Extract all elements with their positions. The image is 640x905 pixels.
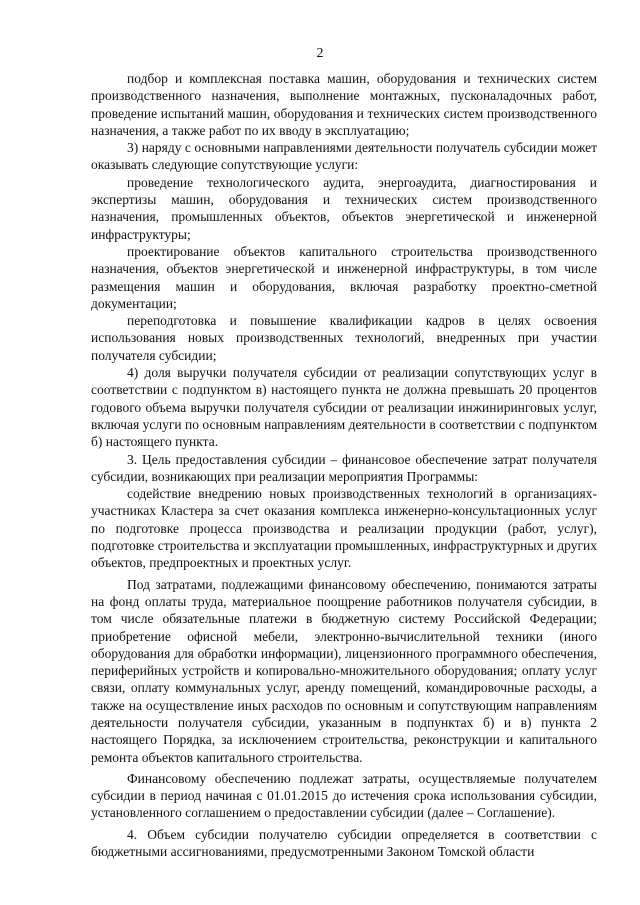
paragraph: переподготовка и повышение квалификации кадров в целях освоения использования новых производственных технологий, внедренных при участии получателя субсидии; — [91, 313, 597, 363]
page-number: 2 — [316, 46, 324, 61]
paragraph: 3. Цель предоставления субсидии – финансовое обеспечение затрат получателя субсидии, возникающих при реализации мероприятия Программы: — [91, 451, 597, 484]
paragraph: 4. Объем субсидии получателю субсидии определяется в соответствии с бюджетными ассигнованиями, предусмотренными Законом Томской области — [91, 826, 597, 860]
document-body — [91, 70, 597, 860]
paragraph: Под затратами, подлежащими финансовому обеспечению, понимаются затраты на фонд оплаты труда, материальное поощрение работников получателя субсидии, в том числе обязательные платежи в бюджетную систему Российской Федерации; приобретение офисной мебели, электронно-вычислительной техники (иного оборудования для обработки информации), лицензионного программного обеспечения, периферийных устройств и копировально-множительного оборудования; оплату услуг связи, оплату коммунальных услуг, аренду помещений, командировочные расходы, а также на осуществление иных расходов по основным и сопутствующим направлениям деятельности получателя субсидии, указанным в подпунктах б) и в) пункта 2 настоящего Порядка, за исключением строительства, реконструкции и капитального ремонта объектов капитального строительства. — [91, 576, 597, 765]
paragraph: Финансовому обеспечению подлежат затраты, осуществляемые получателем субсидии в период начиная с 01.01.2015 до истечения срока использования субсидии, установленного соглашением о предоставлении субсидии (далее – Соглашение). — [91, 770, 597, 821]
paragraph: проектирование объектов капитального строительства производственного назначения, объектов энергетической и инженерной инфраструктуры, в том числе размещения машин и оборудования, включая разработку проектно-сметной документации; — [91, 243, 597, 311]
paragraph: содействие внедрению новых производственных технологий в организациях-участниках Кластера за счет оказания комплекса инженерно-консультационных услуг по подготовке процесса производства и реализации продукции (работ, услуг), подготовке строительства и эксплуатации промышленных, инфраструктурных и других объектов, предпроектных и проектных услуг. — [91, 486, 597, 571]
paragraph: подбор и комплексная поставка машин, оборудования и технических систем производственного назначения, выполнение монтажных, пусконаладочных работ, проведение испытаний машин, оборудования и технических систем производственного назначения, а также работ по их вводу в эксплуатацию; — [91, 71, 597, 138]
paragraph: 3) наряду с основными направлениями деятельности получатель субсидии может оказывать следующие сопутствующие услуги: — [91, 140, 597, 173]
paragraph: 4) доля выручки получателя субсидии от реализации сопутствующих услуг в соответствии с подпунктом в) настоящего пункта не должна превышать 20 процентов годового объема выручки получателя субсидии от реализации инжиниринговых услуг, включая услуги по основным направлениям деятельности в соответствии с подпунктом б) настоящего пункта. — [91, 365, 597, 450]
paragraph: проведение технологического аудита, энергоаудита, диагностирования и экспертизы машин, оборудования и технических систем производственного назначения, промышленных объектов, объектов энергетической и инженерной инфраструктуры; — [91, 174, 597, 242]
